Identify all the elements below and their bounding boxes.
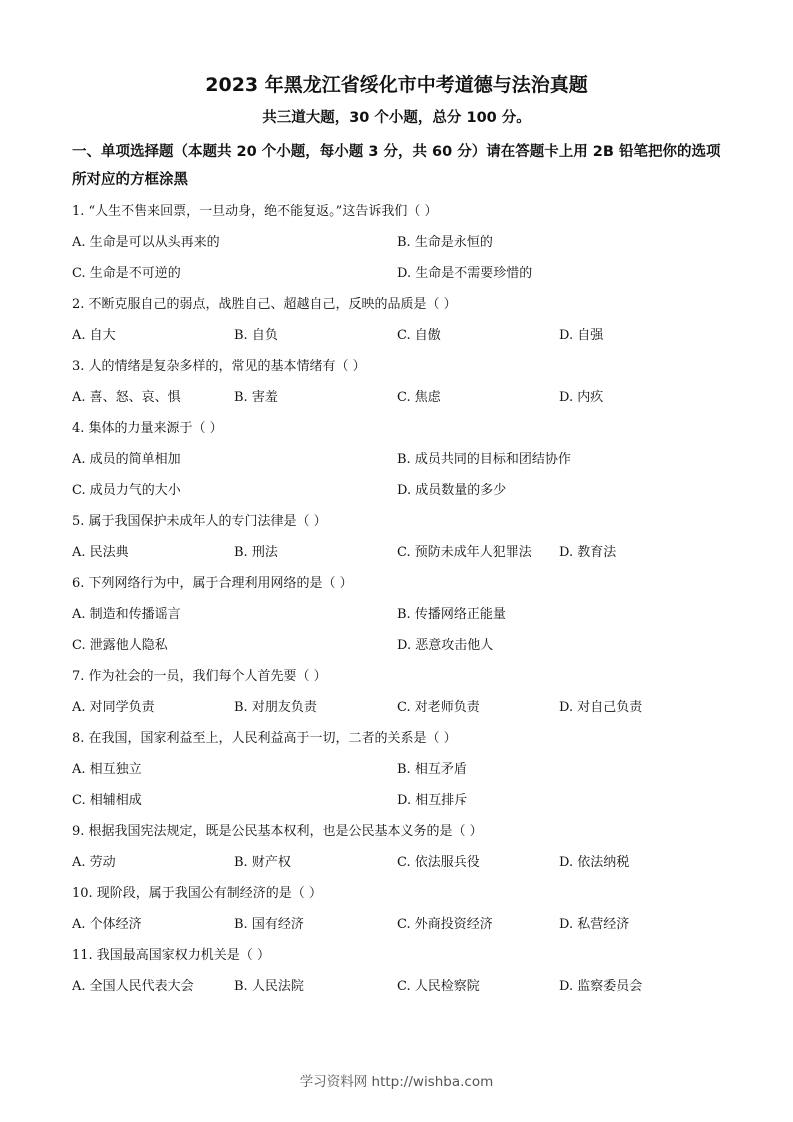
question-list [72, 196, 732, 1002]
answer-option: C. 泄露他人隐私 [72, 638, 168, 653]
options-row [72, 258, 732, 289]
options-row [72, 537, 732, 568]
question-stem: 8. 在我国，国家利益至上，人民利益高于一切，二者的关系是（ ） [72, 731, 457, 746]
answer-option: C. 生命是不可逆的 [72, 266, 181, 281]
options-row [72, 227, 732, 258]
question-stem: 9. 根据我国宪法规定，既是公民基本权利，也是公民基本义务的是（ ） [72, 824, 483, 839]
question-stem: 7. 作为社会的一员，我们每个人首先要（ ） [72, 669, 327, 684]
answer-option: D. 对自己负责 [559, 700, 643, 715]
answer-option: A. 劳动 [72, 855, 116, 870]
footer-watermark: 学习资料网 http://wishba.com [299, 1074, 494, 1090]
answer-option: C. 预防未成年人犯罪法 [397, 545, 532, 560]
answer-option: A. 成员的简单相加 [72, 452, 181, 467]
answer-option: A. 全国人民代表大会 [72, 979, 194, 994]
section-heading: 一、单项选择题（本题共 20 个小题，每小题 3 分，共 60 分）请在答题卡上用 2B 铅笔把你的选项所对应的方框涂黑 [72, 144, 721, 188]
answer-option: B. 相互矛盾 [397, 762, 467, 777]
options-row [72, 382, 732, 413]
answer-option: A. 民法典 [72, 545, 129, 560]
options-row [72, 692, 732, 723]
answer-option: C. 焦虑 [397, 390, 441, 405]
answer-option: B. 成员共同的目标和团结协作 [397, 452, 571, 467]
answer-option: B. 国有经济 [234, 917, 304, 932]
answer-option: A. 自大 [72, 328, 116, 343]
answer-option: B. 害羞 [234, 390, 278, 405]
question-stem: 4. 集体的力量来源于（ ） [72, 421, 223, 436]
options-row [72, 630, 732, 661]
answer-option: D. 依法纳税 [559, 855, 630, 870]
question-stem: 3. 人的情绪是复杂多样的，常见的基本情绪有（ ） [72, 359, 366, 374]
answer-option: C. 人民检察院 [397, 979, 480, 994]
answer-option: D. 私营经济 [559, 917, 630, 932]
answer-option: D. 成员数量的多少 [397, 483, 507, 498]
answer-option: A. 相互独立 [72, 762, 142, 777]
answer-option: B. 生命是永恒的 [397, 235, 493, 250]
options-row [72, 599, 732, 630]
answer-option: A. 喜、怒、哀、惧 [72, 390, 181, 405]
question-stem: 11. 我国最高国家权力机关是（ ） [72, 948, 270, 963]
options-row [72, 754, 732, 785]
question-stem: 6. 下列网络行为中，属于合理利用网络的是（ ） [72, 576, 353, 591]
answer-option: B. 对朋友负责 [234, 700, 317, 715]
question-stem: 1. “人生不售来回票，一旦动身，绝不能复返。”这告诉我们（ ） [72, 204, 438, 219]
answer-option: D. 教育法 [559, 545, 617, 560]
answer-option: B. 自负 [234, 328, 278, 343]
question-stem: 10. 现阶段，属于我国公有制经济的是（ ） [72, 886, 322, 901]
options-row [72, 847, 732, 878]
answer-option: C. 相辅相成 [72, 793, 142, 808]
options-row [72, 785, 732, 816]
answer-option: C. 依法服兵役 [397, 855, 480, 870]
answer-option: C. 自傲 [397, 328, 441, 343]
answer-option: D. 相互排斥 [397, 793, 468, 808]
answer-option: B. 财产权 [234, 855, 291, 870]
answer-option: C. 成员力气的大小 [72, 483, 181, 498]
options-row [72, 444, 732, 475]
answer-option: C. 对老师负责 [397, 700, 480, 715]
options-row [72, 971, 732, 1002]
answer-option: C. 外商投资经济 [397, 917, 493, 932]
answer-option: A. 对同学负责 [72, 700, 155, 715]
answer-option: D. 内疚 [559, 390, 604, 405]
question-stem: 5. 属于我国保护未成年人的专门法律是（ ） [72, 514, 327, 529]
answer-option: B. 人民法院 [234, 979, 304, 994]
answer-option: D. 生命是不需要珍惜的 [397, 266, 533, 281]
answer-option: D. 恶意攻击他人 [397, 638, 494, 653]
exam-subtitle: 共三道大题，30 个小题，总分 100 分。 [262, 110, 531, 126]
answer-option: A. 个体经济 [72, 917, 142, 932]
options-row [72, 320, 732, 351]
answer-option: B. 刑法 [234, 545, 278, 560]
answer-option: D. 自强 [559, 328, 604, 343]
answer-option: D. 监察委员会 [559, 979, 643, 994]
answer-option: B. 传播网络正能量 [397, 607, 506, 622]
question-stem: 2. 不断克服自己的弱点，战胜自己、超越自己，反映的品质是（ ） [72, 297, 457, 312]
options-row [72, 475, 732, 506]
answer-option: A. 制造和传播谣言 [72, 607, 181, 622]
answer-option: A. 生命是可以从头再来的 [72, 235, 220, 250]
exam-title: 2023 年黑龙江省绥化市中考道德与法治真题 [205, 74, 588, 96]
options-row [72, 909, 732, 940]
